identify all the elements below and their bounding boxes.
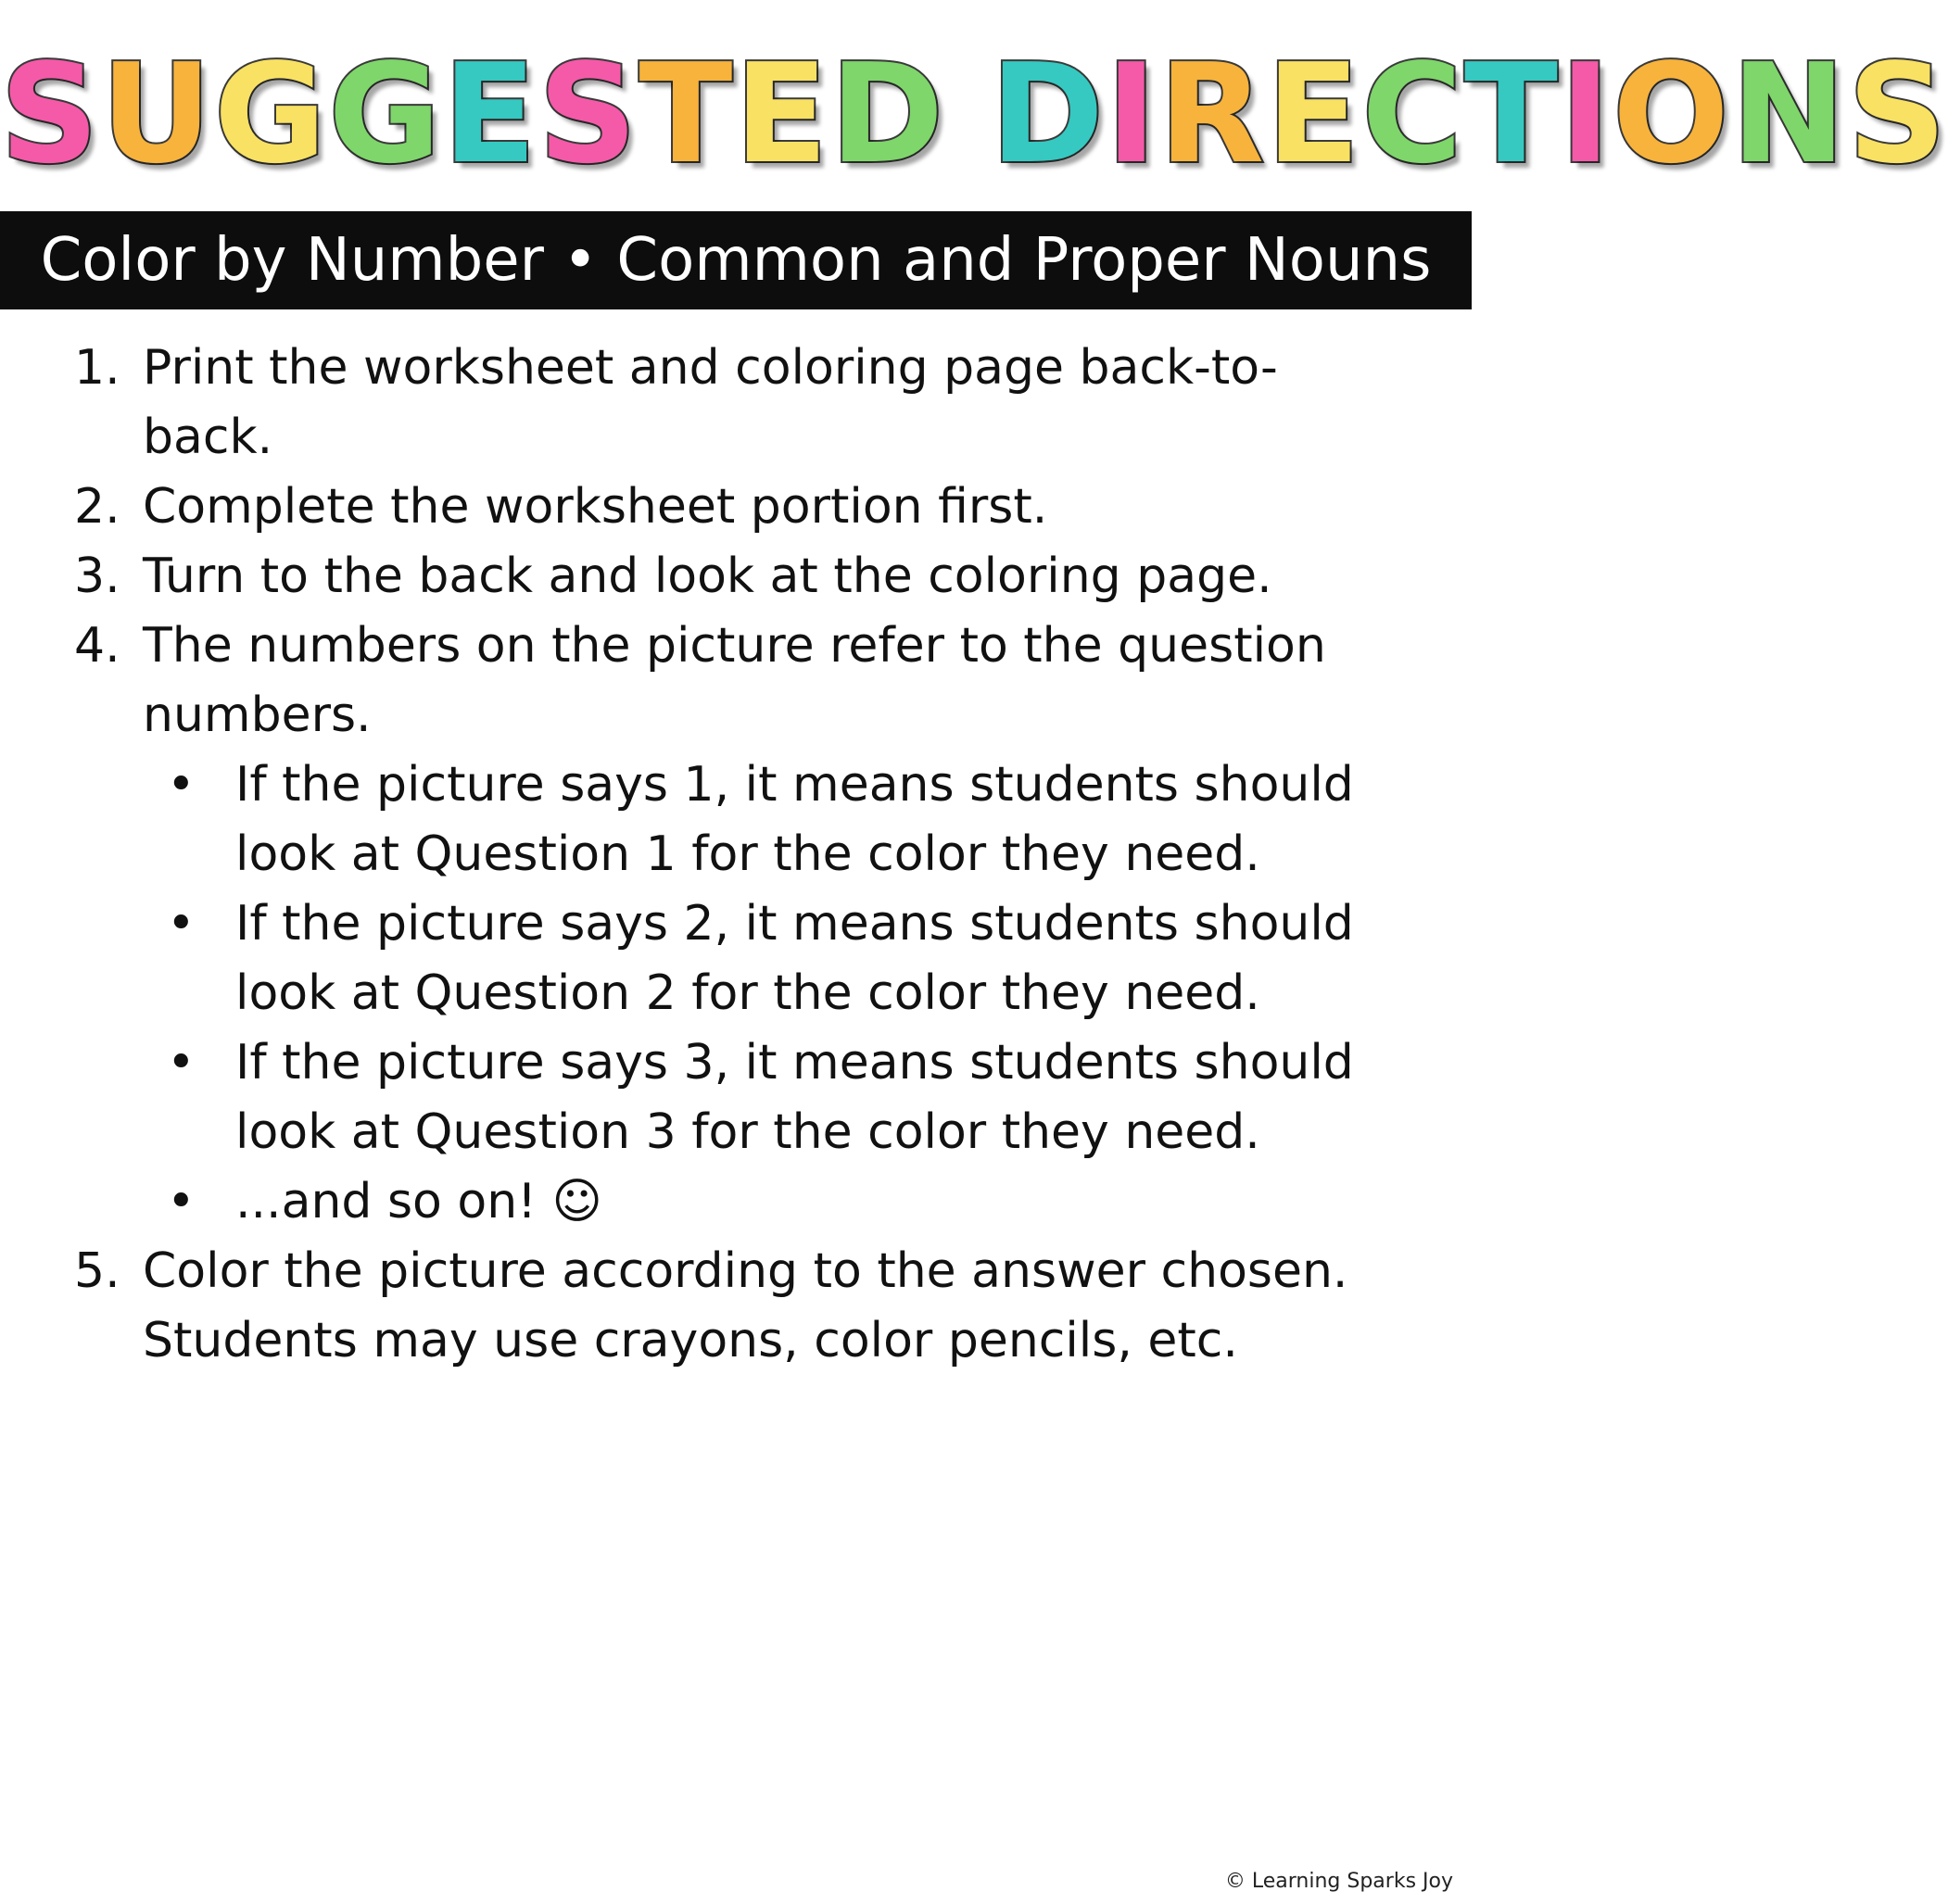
- title-letter: D: [829, 34, 946, 194]
- step-text: Complete the worksheet portion first.: [143, 479, 1048, 535]
- direction-step: [74, 334, 1390, 473]
- title-letter: E: [442, 34, 538, 194]
- copyright-footer: © Learning Sparks Joy: [1224, 1870, 1453, 1893]
- step-text: The numbers on the picture refer to the question numbers.: [143, 618, 1326, 743]
- bullet-text: If the picture says 3, it means students should look at Question 3 for the color they need.: [235, 1035, 1354, 1160]
- step-number: 3.: [74, 549, 120, 604]
- title-letter: T: [639, 34, 735, 194]
- title-letter: O: [1613, 34, 1731, 194]
- bullet-item: [74, 1028, 1390, 1167]
- bullet-dot-icon: •: [167, 1035, 196, 1091]
- directions-list: [74, 334, 1390, 1376]
- page-title: [0, 34, 1948, 194]
- step-text: Color the picture according to the answer chosen. Students may use crayons, color pencils, etc.: [143, 1243, 1348, 1368]
- title-letter: D: [990, 34, 1107, 194]
- direction-step: [74, 473, 1390, 542]
- bullet-dot-icon: •: [167, 757, 196, 813]
- banner-text: Color by Number • Common and Proper Nouns: [40, 226, 1432, 295]
- direction-step: [74, 612, 1390, 1237]
- title-letter: C: [1361, 34, 1465, 194]
- title-letter: S: [538, 34, 639, 194]
- title-letter: G: [328, 34, 443, 194]
- title-letter: S: [0, 34, 101, 194]
- title-letter: G: [213, 34, 329, 194]
- title-letter: E: [734, 34, 830, 194]
- direction-step: [74, 542, 1390, 612]
- title-letter: I: [1106, 34, 1159, 194]
- title-letter: T: [1464, 34, 1560, 194]
- bullet-dot-icon: •: [167, 1174, 196, 1229]
- bullet-text: If the picture says 2, it means students should look at Question 2 for the color they need.: [235, 896, 1354, 1021]
- step-number: 4.: [74, 618, 120, 674]
- step-text: Turn to the back and look at the coloring page.: [143, 549, 1272, 604]
- step-text: Print the worksheet and coloring page back-to-back.: [143, 340, 1278, 465]
- bullet-text: If the picture says 1, it means students should look at Question 1 for the color they need.: [235, 757, 1354, 882]
- step-bullets: [143, 750, 1390, 1237]
- title-letter: S: [1847, 34, 1948, 194]
- bullet-text: ...and so on! ☺: [235, 1174, 602, 1229]
- title-letter: E: [1266, 34, 1362, 194]
- step-number: 1.: [74, 340, 120, 396]
- bullet-item: [74, 750, 1390, 889]
- step-number: 5.: [74, 1243, 120, 1299]
- bullet-item: [74, 889, 1390, 1028]
- title-letter: N: [1730, 34, 1848, 194]
- title-letter: I: [1560, 34, 1613, 194]
- title-letter: U: [100, 34, 214, 194]
- subtitle-banner: [0, 211, 1472, 309]
- bullet-dot-icon: •: [167, 896, 196, 952]
- bullet-item: [74, 1167, 1390, 1237]
- title-letter: R: [1158, 34, 1267, 194]
- direction-step: [74, 1237, 1390, 1376]
- step-number: 2.: [74, 479, 120, 535]
